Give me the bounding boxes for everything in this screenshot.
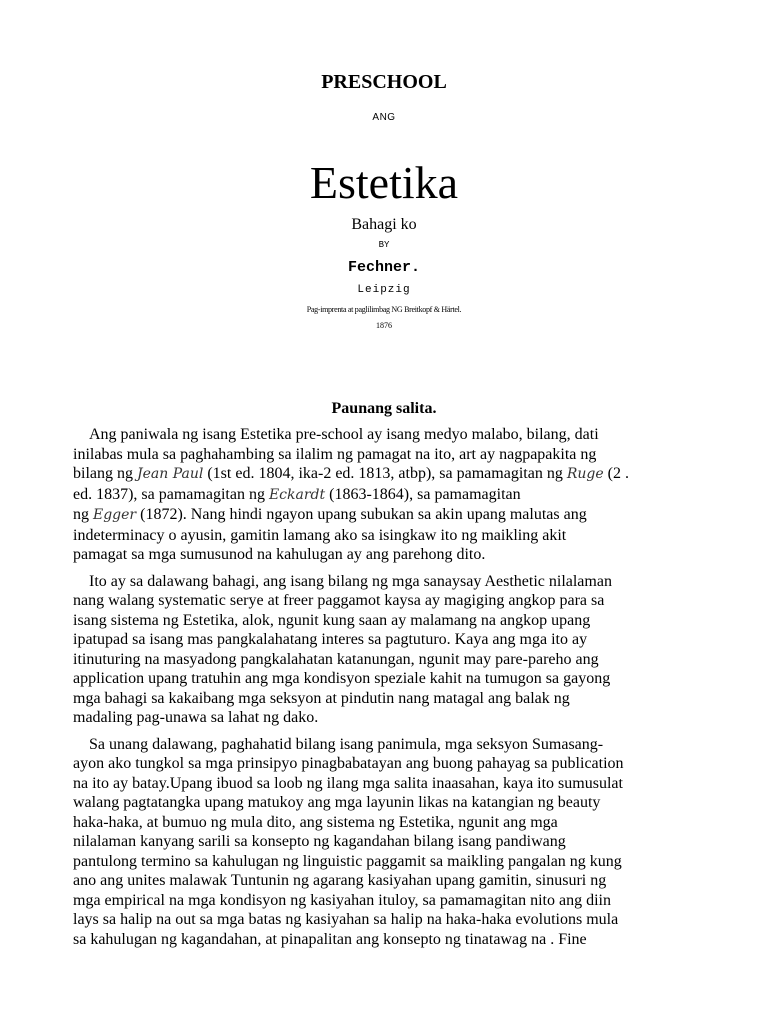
header-preschool: PRESCHOOL [321,71,447,93]
text-line [73,464,698,485]
text-segment: (1872). Nang hindi ngayon upang subukan sa akin upang malutas ang [136,506,587,523]
text-line: ipatupad sa isang mas pangkalahatang interes sa pagtuturo. Kaya ang mga ito ay [73,631,588,648]
text-line: pantulong termino sa kahulugan ng linguistic paggamit sa maikling pangalan ng kung [73,852,622,870]
header-ang: ANG [372,112,396,123]
text-line: pamagat sa mga sumusunod na kahulugan ay ang parehong dito. [73,546,486,563]
text-segment: ed. 1837), sa pamamagitan ng [73,485,269,503]
text-segment: bilang ng [73,465,137,482]
text-line: mga bahagi sa kakaibang mga seksyon at pindutin nang matagal ang balak ng [73,689,570,707]
text-line: inilabas mula sa paghahambing sa ilalim ng pamagat na ito, art ay nagpapakita ng [73,445,597,463]
text-line: mga empirical na mga kondisyon ng kasiyahan ituloy, sa pamamagitan nito ang diin [73,891,611,909]
text-segment: ng [73,506,93,523]
text-line: madaling pag-unawa sa lahat ng dako. [73,709,319,726]
publication-place: Leipzig [357,284,411,296]
preface-body [73,425,698,956]
text-segment: (1863-1864), sa pamamagitan [325,485,521,503]
paragraph-1 [73,425,698,565]
author-name: Fechner. [347,259,420,276]
text-line: Ang paniwala ng isang Estetika pre-school ay isang medyo malabo, bilang, dati [89,426,599,443]
text-line: itinuturing na masyadong pangkalahatan katanungan, ngunit may pare-pareho ang [73,650,599,668]
text-line: application upang tratuhin ang mga kondisyon speziale kahit na tumugon sa gayong [73,670,611,687]
text-line: Sa unang dalawang, paghahatid bilang isang panimula, mga seksyon Sumasang- [89,735,604,753]
by-label: BY [378,240,390,250]
author-reference-egger: Egger [93,507,137,523]
author-reference-jean-paul: Jean Paul [137,466,204,482]
text-segment: (2 . [603,465,629,482]
text-line: nilalaman kanyang sarili sa konsepto ng kagandahan bilang isang pandiwang [73,833,566,850]
text-line: Ito ay sa dalawang bahagi, ang isang bilang ng mga sanaysay Aesthetic nilalaman [89,572,612,590]
text-line: nang walang systematic serye at freer paggamot kaysa ay magiging angkop para sa [73,592,605,609]
text-line: ayon ako tungkol sa mga prinsipyo pinagbabatayan ang buong pahayag sa publication [73,755,624,772]
text-line: lays sa halip na out sa mga batas ng kasiyahan sa halip na haka-haka evolutions mula [73,911,619,928]
text-line: walang pagtatangka upang matukoy ang mga layunin likas na katangian ng beauty [73,794,601,811]
text-line: sa kahulugan ng kagandahan, at pinapalitan ang konsepto ng tinatawag na . Fine [73,930,587,948]
text-line: ano ang unites malawak Tuntunin ng agarang kasiyahan upang gamitin, sinusuri ng [73,872,607,889]
author-reference-eckardt: Eckardt [268,486,326,503]
paragraph-2 [73,572,698,728]
text-line [73,485,698,506]
paragraph-3 [73,735,698,950]
text-segment: (1st ed. 1804, ika-2 ed. 1813, atbp), sa pamamagitan ng [203,465,567,482]
part-label: Bahagi ko [351,216,417,233]
book-title: Estetika [309,157,459,208]
publication-year: 1876 [376,321,392,330]
printer-line: Pag-imprenta at paglilimbag NG Breitkopf & Härtel. [306,305,462,314]
author-reference-ruge: Ruge [566,466,604,482]
text-line: indeterminacy o ayusin, gamitin lamang ako sa isingkaw ito ng maikling akit [73,526,567,544]
text-line: haka-haka, at bumuo ng mula dito, ang sistema ng Estetika, ngunit ang mga [73,813,558,831]
text-line: na ito ay batay.Upang ibuod sa loob ng ilang mga salita inaasahan, kaya ito sumusulat [73,774,623,792]
text-line: isang sistema ng Estetika, alok, ngunit kung saan ay malamang na angkop upang [73,611,591,629]
preface-heading: Paunang salita. [331,400,437,417]
text-line [73,505,698,526]
